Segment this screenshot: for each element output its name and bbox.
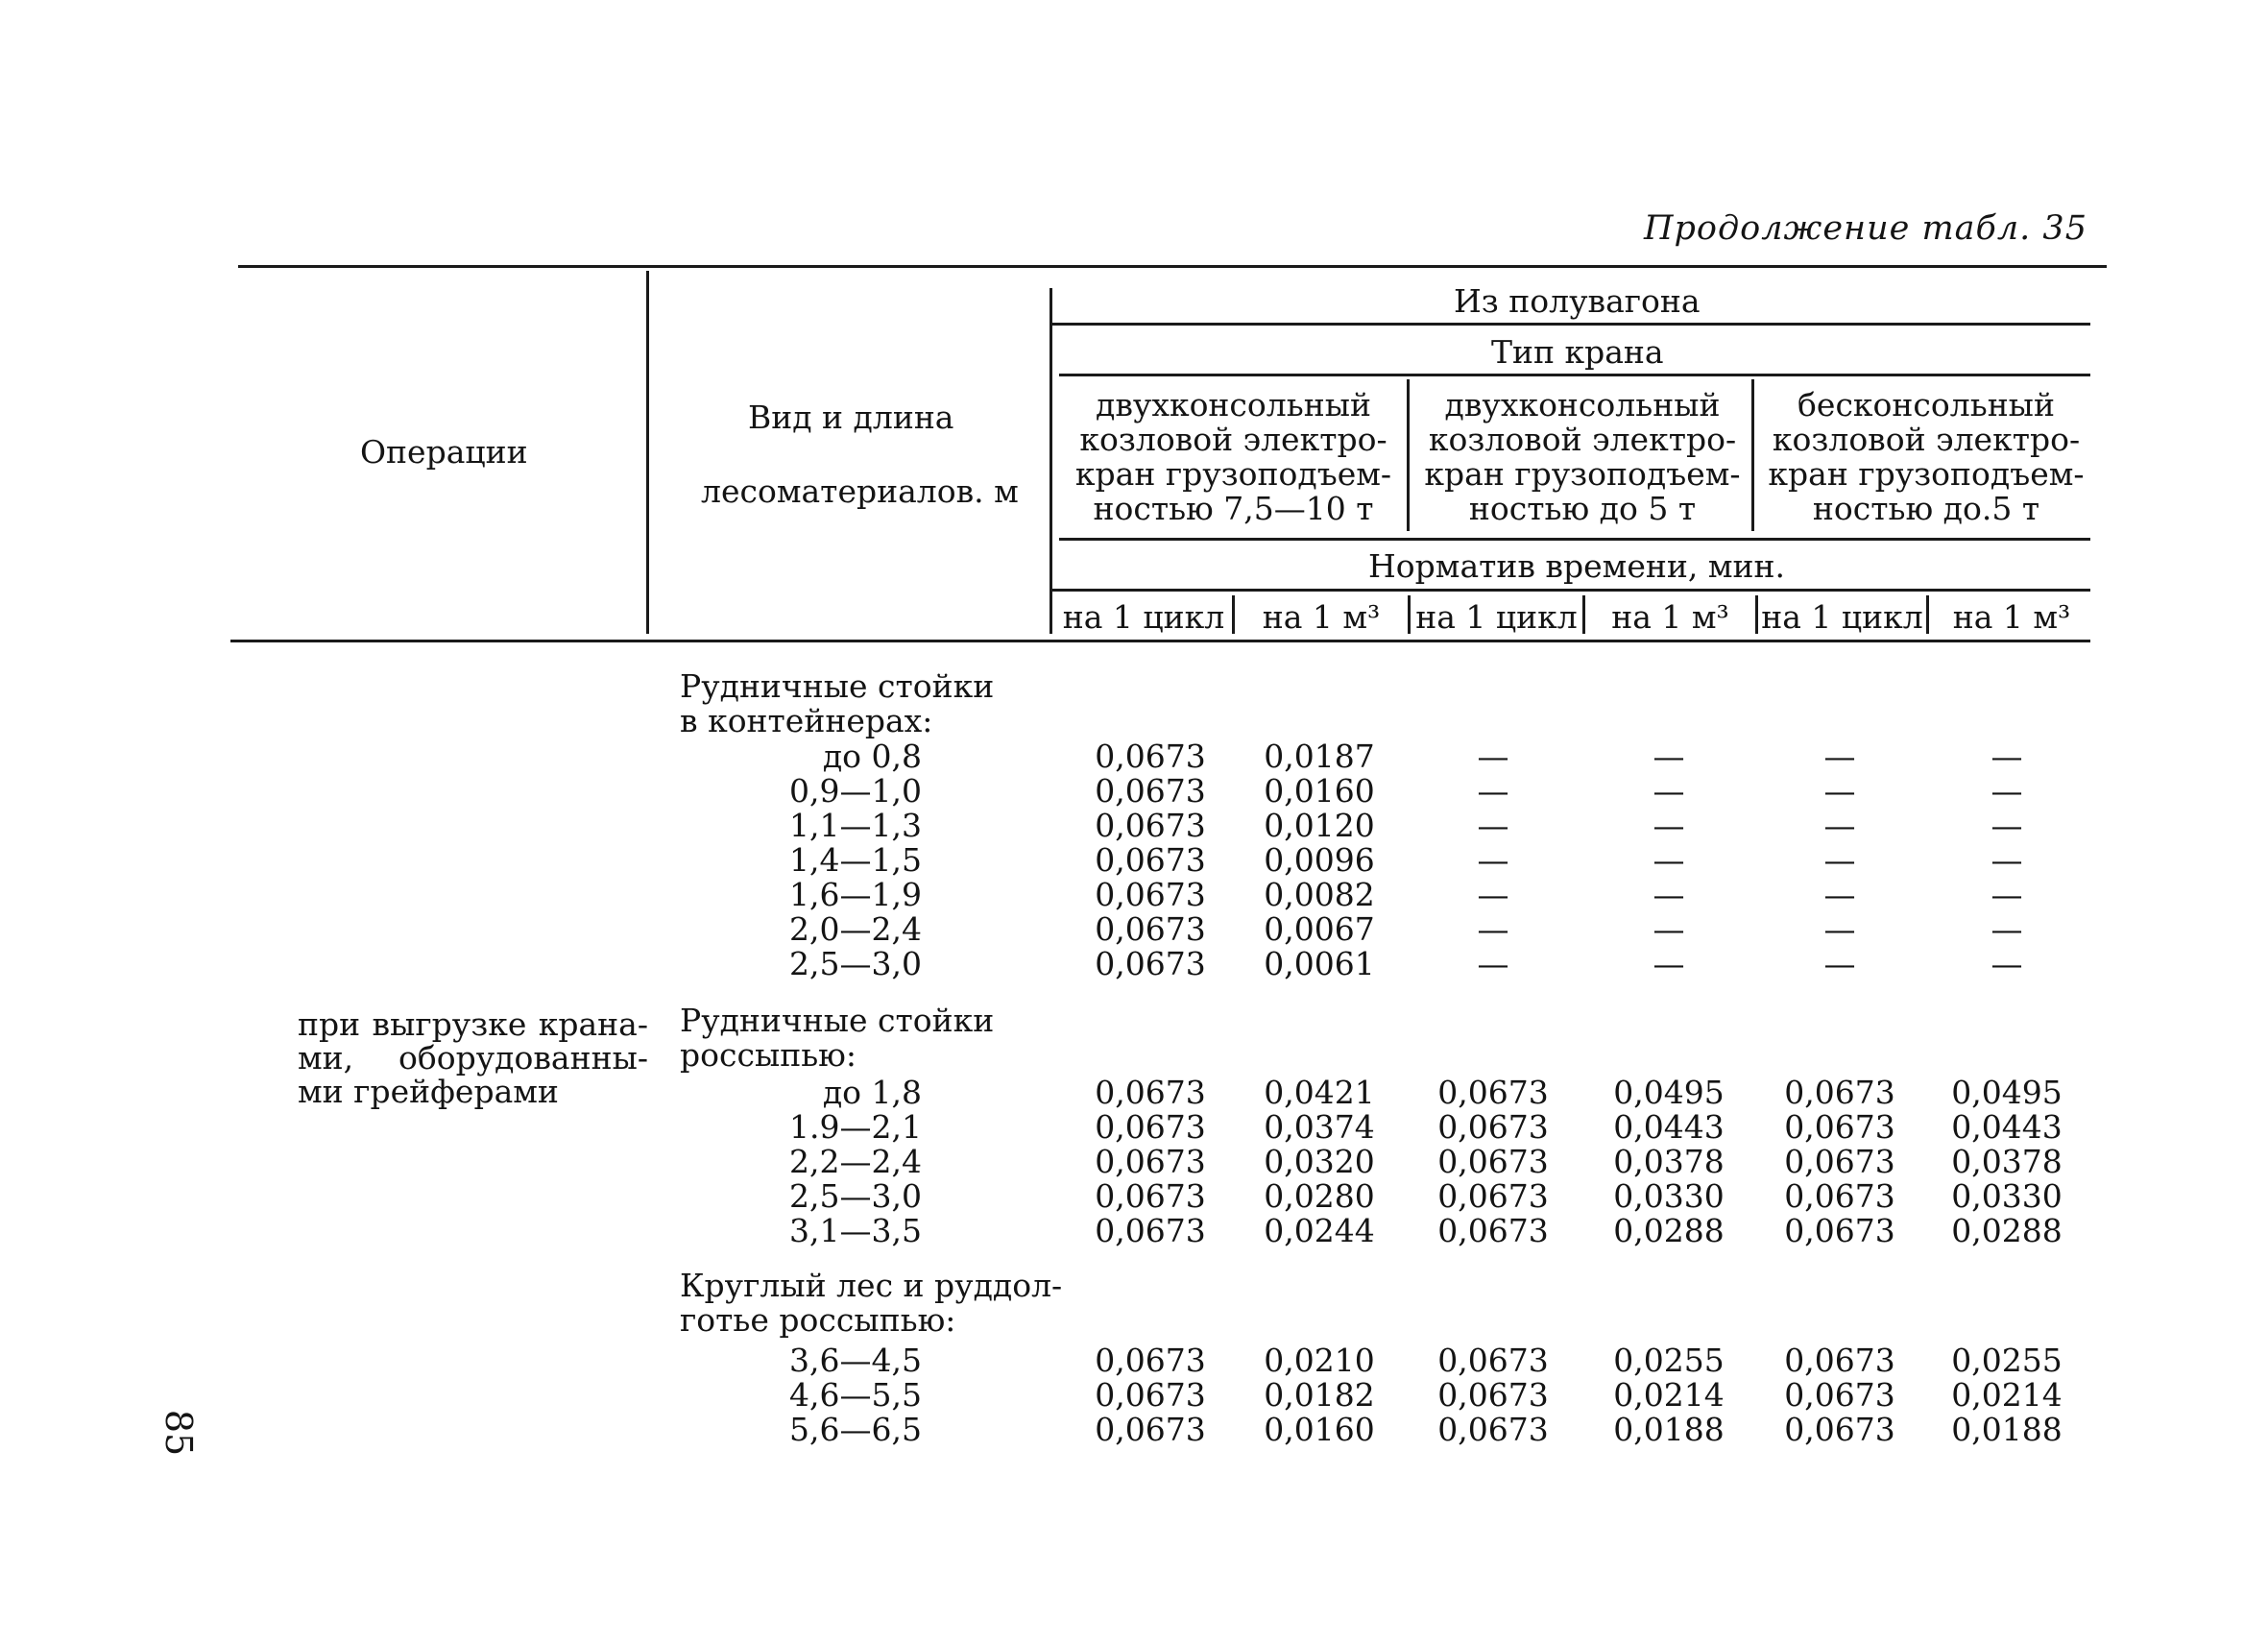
- table-cell: 0,0187: [1264, 738, 1375, 775]
- table-cell: —: [1653, 841, 1685, 879]
- table-cell: —: [1653, 738, 1685, 775]
- table-cell: —: [1477, 910, 1509, 948]
- sub-m3-1: на 1 м³: [1262, 598, 1381, 636]
- table-cell: 0,0673: [1095, 1342, 1206, 1379]
- row-length: 3,1—3,5: [789, 1212, 922, 1249]
- table-cell: —: [1477, 841, 1509, 879]
- crane-2-desc: двухконсольный козловой электро- кран грузоподъем- ностью до 5 т: [1424, 386, 1741, 527]
- table-cell: —: [1823, 807, 1856, 844]
- row-length: 2,0—2,4: [789, 910, 922, 948]
- table-cell: 0,0673: [1784, 1342, 1895, 1379]
- table-cell: —: [1653, 807, 1685, 844]
- table-cell: —: [1991, 876, 2023, 913]
- vrule-crane-2-3: [1751, 379, 1754, 531]
- row-length: 0,9—1,0: [789, 772, 922, 810]
- sub-cycle-3: на 1 цикл: [1761, 598, 1923, 636]
- crane-1-desc: двухконсольный козловой электро- кран грузоподъем- ностью 7,5—10 т: [1074, 386, 1392, 527]
- table-cell: 0,0160: [1264, 772, 1375, 810]
- table-cell: 0,0673: [1437, 1376, 1549, 1414]
- operation-text: при выгрузке крана- ми, оборудованны- ми грейферами: [298, 1005, 648, 1110]
- header-bottom-rule: [230, 640, 2090, 642]
- vrule-operations: [646, 271, 649, 634]
- table-cell: —: [1477, 807, 1509, 844]
- table-cell: 0,0673: [1784, 1074, 1895, 1111]
- table-cell: 0,0378: [1613, 1143, 1725, 1180]
- table-cell: 0,0188: [1951, 1411, 2063, 1448]
- table-cell: 0,0673: [1784, 1177, 1895, 1215]
- row-length: 2,5—3,0: [789, 945, 922, 982]
- rule-under-cranes: [1059, 538, 2090, 541]
- table-cell: —: [1823, 945, 1856, 982]
- table-cell: 0,0673: [1095, 1074, 1206, 1111]
- table-cell: —: [1991, 807, 2023, 844]
- group-title: готье россыпью:: [680, 1301, 956, 1339]
- group-title: Рудничные стойки: [680, 667, 995, 705]
- table-caption: Продолжение табл. 35: [1644, 209, 2087, 248]
- table-cell: 0,0214: [1613, 1376, 1725, 1414]
- header-crane-type: Тип крана: [1491, 333, 1664, 371]
- sub-cycle-2: на 1 цикл: [1415, 598, 1578, 636]
- table-cell: —: [1477, 945, 1509, 982]
- table-cell: 0,0673: [1095, 1177, 1206, 1215]
- sub-m3-2: на 1 м³: [1611, 598, 1729, 636]
- vrule-crane-1-2: [1407, 379, 1410, 531]
- table-cell: 0,0673: [1095, 772, 1206, 810]
- table-cell: —: [1823, 772, 1856, 810]
- table-cell: 0,0374: [1264, 1108, 1375, 1146]
- table-cell: 0,0330: [1951, 1177, 2063, 1215]
- table-cell: 0,0182: [1264, 1376, 1375, 1414]
- table-cell: —: [1653, 945, 1685, 982]
- table-cell: 0,0330: [1613, 1177, 1725, 1215]
- table-cell: —: [1991, 910, 2023, 948]
- table-cell: 0,0673: [1437, 1143, 1549, 1180]
- table-cell: 0,0673: [1784, 1376, 1895, 1414]
- table-cell: 0,0067: [1264, 910, 1375, 948]
- sub-m3-3: на 1 м³: [1952, 598, 2071, 636]
- vrule-sub-2: [1408, 595, 1411, 634]
- table-cell: 0,0673: [1095, 738, 1206, 775]
- table-cell: 0,0280: [1264, 1177, 1375, 1215]
- table-cell: 0,0673: [1437, 1411, 1549, 1448]
- row-length: 4,6—5,5: [789, 1376, 922, 1414]
- vrule-sub-4: [1755, 595, 1758, 634]
- table-cell: 0,0495: [1613, 1074, 1725, 1111]
- top-rule: [238, 265, 2107, 268]
- table-cell: 0,0673: [1784, 1143, 1895, 1180]
- group-title: в контейнерах:: [680, 702, 933, 739]
- table-cell: —: [1653, 876, 1685, 913]
- table-cell: 0,0378: [1951, 1143, 2063, 1180]
- table-cell: 0,0673: [1784, 1212, 1895, 1249]
- table-cell: 0,0673: [1095, 1376, 1206, 1414]
- table-cell: 0,0495: [1951, 1074, 2063, 1111]
- table-cell: —: [1477, 876, 1509, 913]
- table-cell: 0,0255: [1951, 1342, 2063, 1379]
- table-cell: 0,0210: [1264, 1342, 1375, 1379]
- row-length: 1,1—1,3: [789, 807, 922, 844]
- table-cell: 0,0288: [1613, 1212, 1725, 1249]
- row-length: до 1,8: [822, 1074, 922, 1111]
- table-cell: 0,0096: [1264, 841, 1375, 879]
- group-title: Рудничные стойки: [680, 1002, 995, 1039]
- table-cell: 0,0673: [1437, 1342, 1549, 1379]
- table-cell: 0,0673: [1095, 910, 1206, 948]
- header-kind-line2: лесоматериалов. м: [701, 472, 1019, 510]
- table-cell: —: [1991, 945, 2023, 982]
- table-cell: 0,0673: [1784, 1108, 1895, 1146]
- group-title: Круглый лес и руддол-: [680, 1267, 1063, 1304]
- rule-under-norm: [1051, 589, 2090, 592]
- table-cell: 0,0673: [1437, 1074, 1549, 1111]
- table-cell: 0,0082: [1264, 876, 1375, 913]
- table-cell: 0,0188: [1613, 1411, 1725, 1448]
- table-cell: —: [1991, 738, 2023, 775]
- row-length: 5,6—6,5: [789, 1411, 922, 1448]
- table-cell: 0,0673: [1437, 1108, 1549, 1146]
- row-length: 1,6—1,9: [789, 876, 922, 913]
- table-cell: 0,0673: [1784, 1411, 1895, 1448]
- table-cell: —: [1653, 772, 1685, 810]
- header-norm: Норматив времени, мин.: [1368, 547, 1785, 585]
- vrule-kind: [1050, 288, 1052, 634]
- rule-under-crane-type: [1059, 374, 2090, 376]
- table-cell: 0,0673: [1095, 1108, 1206, 1146]
- table-cell: 0,0120: [1264, 807, 1375, 844]
- table-cell: —: [1477, 738, 1509, 775]
- vrule-sub-1: [1232, 595, 1235, 634]
- table-cell: 0,0673: [1095, 876, 1206, 913]
- table-cell: 0,0214: [1951, 1376, 2063, 1414]
- table-cell: 0,0244: [1264, 1212, 1375, 1249]
- row-length: 1,4—1,5: [789, 841, 922, 879]
- table-cell: 0,0673: [1095, 807, 1206, 844]
- group-title: россыпью:: [680, 1036, 857, 1074]
- table-cell: 0,0673: [1095, 1411, 1206, 1448]
- table-cell: 0,0443: [1613, 1108, 1725, 1146]
- table-cell: —: [1823, 910, 1856, 948]
- row-length: 1.9—2,1: [789, 1108, 922, 1146]
- table-cell: 0,0673: [1095, 841, 1206, 879]
- table-cell: 0,0673: [1095, 1212, 1206, 1249]
- table-cell: 0,0443: [1951, 1108, 2063, 1146]
- vrule-sub-5: [1926, 595, 1929, 634]
- row-length: до 0,8: [822, 738, 922, 775]
- table-cell: —: [1653, 910, 1685, 948]
- table-cell: 0,0673: [1095, 1143, 1206, 1180]
- rule-under-from-wagon: [1051, 323, 2090, 326]
- table-cell: —: [1477, 772, 1509, 810]
- sub-cycle-1: на 1 цикл: [1062, 598, 1225, 636]
- crane-3-desc: бесконсольный козловой электро- кран грузоподъем- ностью до.5 т: [1768, 386, 2085, 527]
- table-cell: 0,0288: [1951, 1212, 2063, 1249]
- table-cell: 0,0421: [1264, 1074, 1375, 1111]
- table-cell: —: [1991, 841, 2023, 879]
- table-cell: —: [1823, 876, 1856, 913]
- header-kind-line1: Вид и длина: [748, 399, 954, 436]
- table-cell: 0,0673: [1437, 1212, 1549, 1249]
- header-operations: Операции: [360, 433, 528, 471]
- table-cell: —: [1823, 738, 1856, 775]
- vrule-sub-3: [1582, 595, 1585, 634]
- row-length: 2,5—3,0: [789, 1177, 922, 1215]
- table-cell: 0,0320: [1264, 1143, 1375, 1180]
- table-cell: —: [1823, 841, 1856, 879]
- table-cell: 0,0673: [1437, 1177, 1549, 1215]
- row-length: 2,2—2,4: [789, 1143, 922, 1180]
- table-cell: 0,0061: [1264, 945, 1375, 982]
- table-cell: —: [1991, 772, 2023, 810]
- page-number: 85: [157, 1409, 201, 1457]
- header-from-wagon: Из полувагона: [1454, 282, 1701, 320]
- table-cell: 0,0255: [1613, 1342, 1725, 1379]
- row-length: 3,6—4,5: [789, 1342, 922, 1379]
- table-cell: 0,0673: [1095, 945, 1206, 982]
- table-cell: 0,0160: [1264, 1411, 1375, 1448]
